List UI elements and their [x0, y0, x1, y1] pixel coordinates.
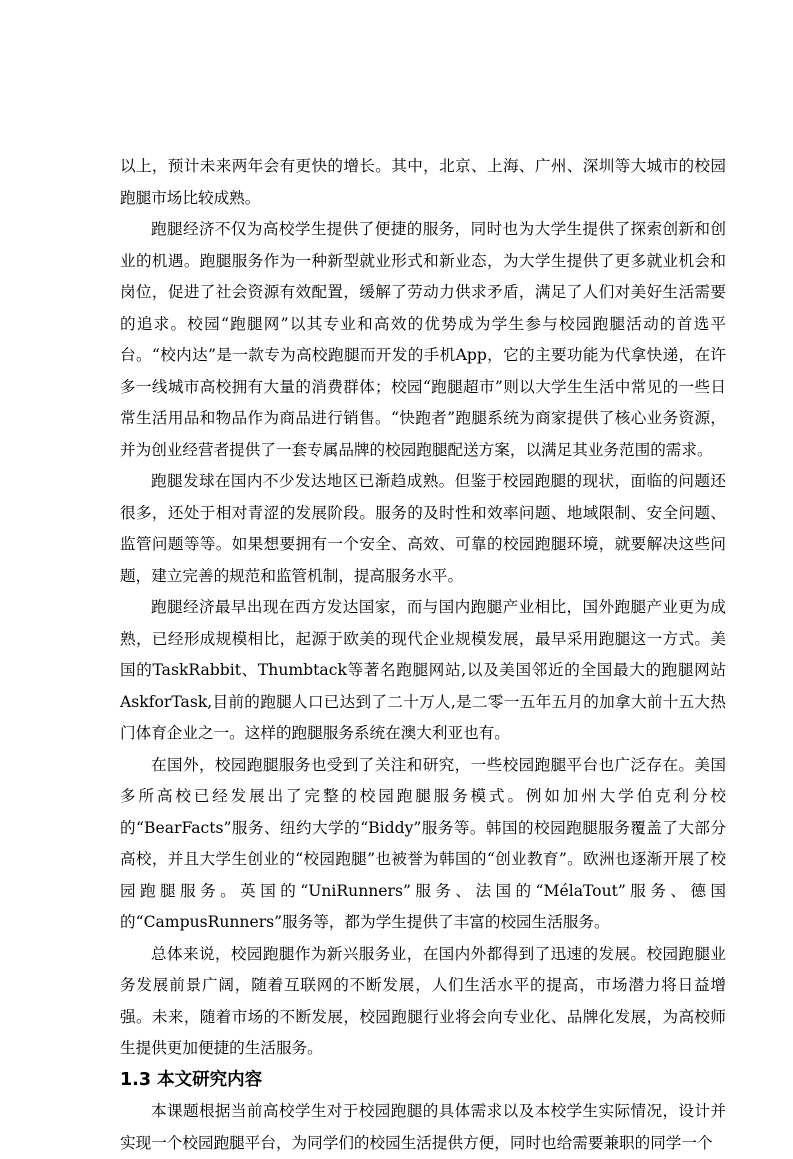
body-paragraph: 跑腿发球在国内不少发达地区已渐趋成熟。但鉴于校园跑腿的现状，面临的问题还很多，还处于相对青涩的发展阶段。服务的及时性和效率问题、地域限制、安全问题、监管问题等等。如果想要拥有一个安全、高效、可靠的校园跑腿环境，就要解决这些问题，建立完善的规范和监管机制，提高服务水平。	[120, 472, 726, 585]
body-paragraph: 在国外，校园跑腿服务也受到了关注和研究，一些校园跑腿平台也广泛存在。美国多所高校已经发展出了完整的校园跑腿服务模式。例如加州大学伯克利分校的“BearFacts”服务、纽约大学的“Biddy”服务等。韩国的校园跑腿服务覆盖了大部分高校，并且大学生创业的“校园跑腿”也被誉为韩国的“创业教育”。欧洲也逐渐开展了校园跑腿服务。英国的“UniRunners”服务、法国的“MélaTout”服务、德国的“CampusRunners”服务等，都为学生提供了丰富的校园生活服务。	[120, 755, 726, 931]
body-paragraph: 跑腿经济不仅为高校学生提供了便捷的服务，同时也为大学生提供了探索创新和创业的机遇。跑腿服务作为一种新型就业形式和新业态，为大学生提供了更多就业机会和岗位，促进了社会资源有效配置，缓解了劳动力供求矛盾，满足了人们对美好生活需要的追求。校园“跑腿网”以其专业和高效的优势成为学生参与校园跑腿活动的首选平台。“校内达”是一款专为高校跑腿而开发的手机App，它的主要功能为代拿快递，在许多一线城市高校拥有大量的消费群体；校园“跑腿超市”则以大学生生活中常见的一些日常生活用品和物品作为商品进行销售。“快跑者”跑腿系统为商家提供了核心业务资源，并为创业经营者提供了一套专属品牌的校园跑腿配送方案，以满足其业务范围的需求。	[120, 220, 726, 459]
document-body	[120, 151, 726, 1159]
continuation-paragraph: 以上，预计未来两年会有更快的增长。其中，北京、上海、广州、深圳等大城市的校园跑腿市场比较成熟。	[120, 157, 726, 207]
body-paragraph: 跑腿经济最早出现在西方发达国家，而与国内跑腿产业相比，国外跑腿产业更为成熟，已经形成规模相比，起源于欧美的现代企业规模发展，最早采用跑腿这一方式。美国的TaskRabbit、Thumbtack等著名跑腿网站,以及美国邻近的全国最大的跑腿网站AskforTask,目前的跑腿人口已达到了二十万人,是二零一五年五月的加拿大前十五大热门体育企业之一。这样的跑腿服务系统在澳大利亚也有。	[120, 598, 726, 742]
section-paragraph: 本课题根据当前高校学生对于校园跑腿的具体需求以及本校学生实际情况，设计并实现一个校园跑腿平台，为同学们的校园生活提供方便，同时也给需要兼职的同学一个	[120, 1102, 726, 1152]
section-heading: 1.3 本文研究内容	[120, 1069, 263, 1090]
body-paragraph: 总体来说，校园跑腿作为新兴服务业，在国内外都得到了迅速的发展。校园跑腿业务发展前景广阔，随着互联网的不断发展，人们生活水平的提高，市场潜力将日益增强。未来，随着市场的不断发展，校园跑腿行业将会向专业化、品牌化发展，为高校师生提供更加便捷的生活服务。	[120, 944, 726, 1057]
